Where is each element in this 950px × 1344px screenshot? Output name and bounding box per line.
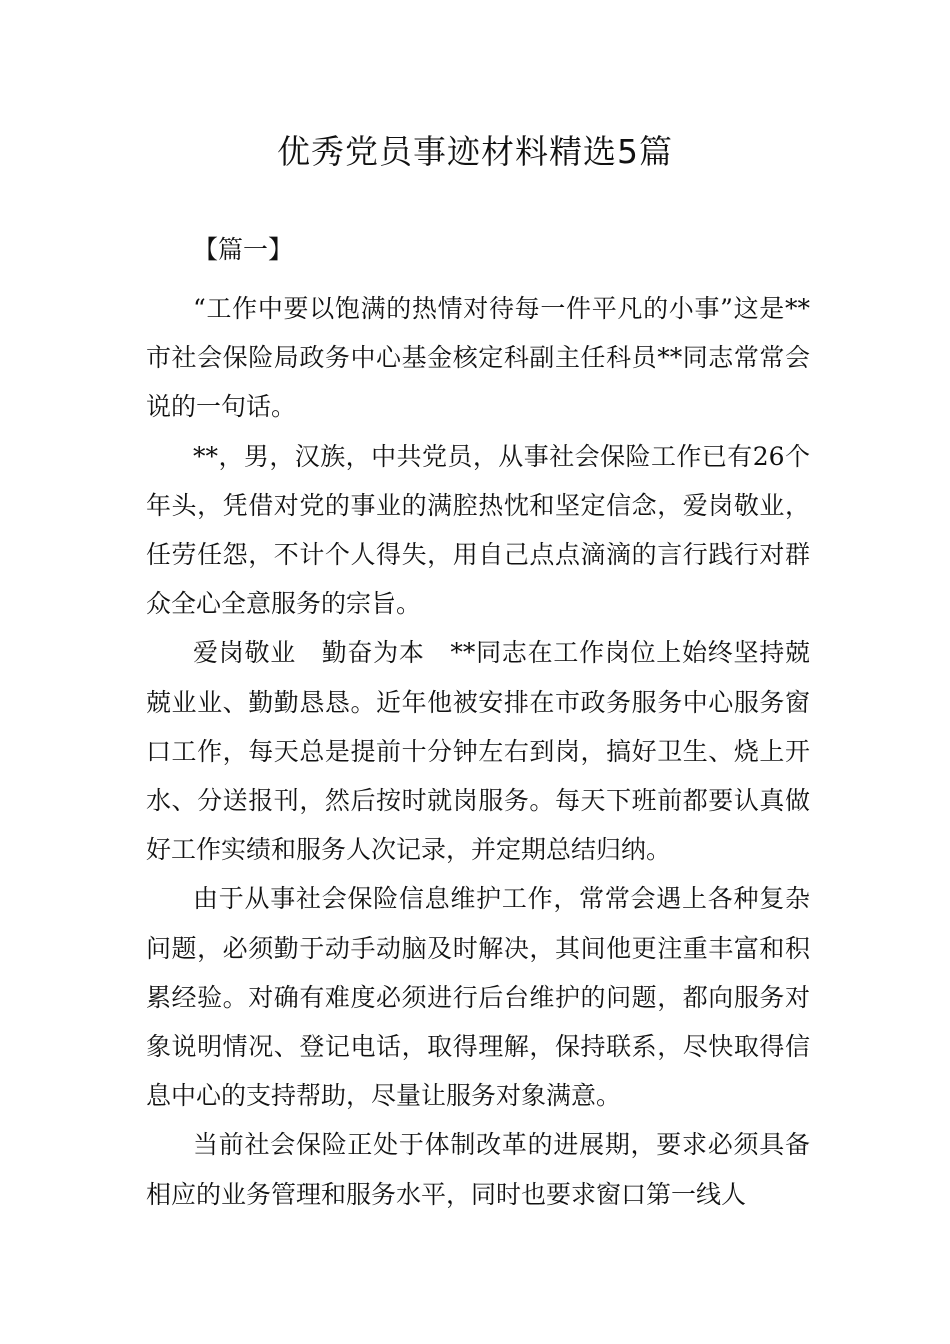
paragraph-1: “工作中要以饱满的热情对待每一件平凡的小事”这是**市社会保险局政务中心基金核定科副主任科员**同志常常会说的一句话。 [146,294,810,422]
paragraph-2: **，男，汉族，中共党员，从事社会保险工作已有26个年头，凭借对党的事业的满腔热忱和坚定信念，爱岗敬业，任劳任怨，不计个人得失，用自己点点滴滴的言行践行对群众全心全意服务的宗旨。 [146,441,810,619]
paragraph-5: 当前社会保险正处于体制改革的进展期，要求必须具备相应的业务管理和服务水平，同时也要求窗口第一线人 [146,1130,810,1209]
paragraph-3: 爱岗敬业 勤奋为本 **同志在工作岗位上始终坚持兢兢业业、勤勤恳恳。近年他被安排在市政务服务中心服务窗口工作，每天总是提前十分钟左右到岗，搞好卫生、烧上开水、分送报刊，然后按时就岗服务。每天下班前都要认真做好工作实绩和服务人次记录，并定期总结归纳。 [146,638,810,865]
section-heading: 【篇一】 [193,235,294,264]
paragraph-4: 由于从事社会保险信息维护工作，常常会遇上各种复杂问题，必须勤于动手动脑及时解决，其间他更注重丰富和积累经验。对确有难度必须进行后台维护的问题，都向服务对象说明情况、登记电话，取得理解，保持联系，尽快取得信息中心的支持帮助，尽量让服务对象满意。 [146,884,810,1111]
document-body [146,284,810,1219]
document-title: 优秀党员事迹材料精选5篇 [277,132,673,171]
